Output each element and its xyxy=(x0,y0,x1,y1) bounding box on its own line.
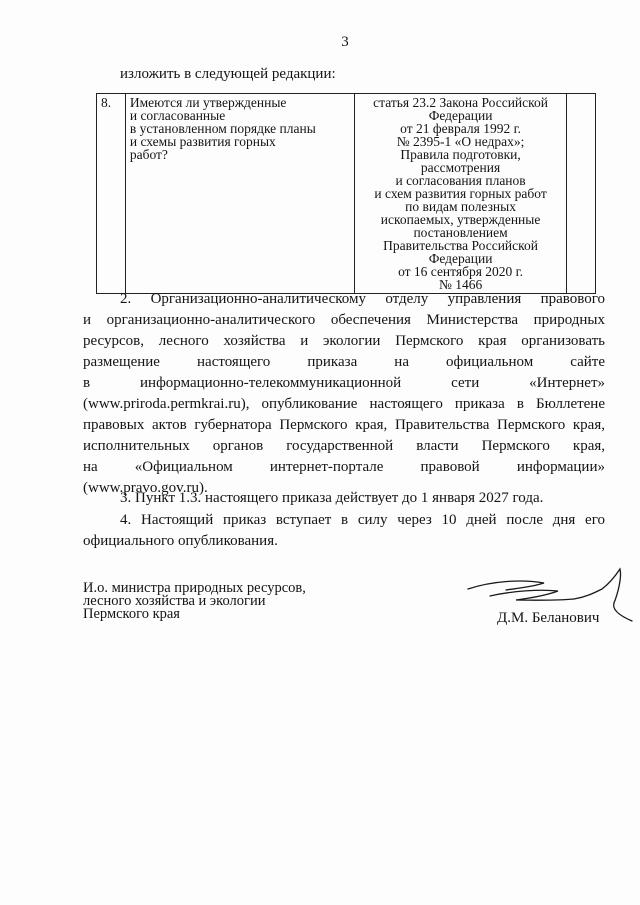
source-line: Правила подготовки, xyxy=(400,147,521,162)
source-line: Федерации xyxy=(428,251,493,266)
paragraph-2 xyxy=(83,289,605,499)
paragraph-line: исполнительных органов государственной власти Пермского края, xyxy=(83,438,605,454)
paragraph-line: 3. Пункт 1.3. настоящего приказа действует до 1 января 2027 года. xyxy=(120,490,544,506)
paragraph-3 xyxy=(83,488,605,509)
question-line: и согласованные xyxy=(129,108,226,123)
source-line: рассмотрения xyxy=(420,160,501,175)
paragraph-line: и организационно-аналитического обеспечения Министерства природных xyxy=(83,312,605,328)
signatory-title xyxy=(83,582,306,621)
paragraph-line: ресурсов, лесного хозяйства и экологии Пермского края организовать xyxy=(83,333,605,349)
signatory-title-line: лесного хозяйства и экологии xyxy=(83,593,266,609)
page-number: 3 xyxy=(341,34,349,50)
table-row xyxy=(97,94,596,294)
source-line: Правительства Российской xyxy=(383,238,538,253)
paragraph-line: в информационно-телекоммуникационной сети «Интернет» xyxy=(83,375,605,391)
legal-source-cell xyxy=(354,94,566,294)
paragraph-line: (www.pravo.gov.ru). xyxy=(83,480,208,496)
source-line: статья 23.2 Закона Российской xyxy=(373,95,548,110)
row-number-cell xyxy=(97,94,126,294)
source-line: от 16 сентября 2020 г. xyxy=(398,264,524,279)
source-line: постановлением xyxy=(413,225,508,240)
source-line: от 21 февраля 1992 г. xyxy=(400,121,521,136)
question-cell xyxy=(125,94,354,294)
question-line: в установленном порядке планы xyxy=(129,121,316,136)
question-line: Имеются ли утвержденные xyxy=(129,95,287,110)
question-line: и схемы развития горных xyxy=(129,134,276,149)
source-line: ископаемых, утвержденные xyxy=(380,212,541,227)
paragraph-4 xyxy=(83,510,605,552)
source-line: Федерации xyxy=(428,108,493,123)
amendment-table xyxy=(96,93,596,294)
paragraph-line: на «Официальном интернет-портале правовой информации» xyxy=(83,459,605,475)
paragraph-line: 2. Организационно-аналитическому отделу управления правового xyxy=(120,291,605,307)
paragraph-line: размещение настоящего приказа на официальном сайте xyxy=(83,354,605,370)
intro-text: изложить в следующей редакции: xyxy=(120,66,336,82)
source-line: и согласования планов xyxy=(395,173,526,188)
answer-cell xyxy=(567,94,596,294)
paragraph-line: правовых актов губернатора Пермского края, Правительства Пермского края, xyxy=(83,417,605,433)
signatory-title-line: Пермского края xyxy=(83,606,180,622)
row-number: 8. xyxy=(101,95,112,110)
paragraph-line: (www.priroda.permkrai.ru), опубликование настоящего приказа в Бюллетене xyxy=(83,396,605,412)
paragraph-line: 4. Настоящий приказ вступает в силу через 10 дней после дня его xyxy=(120,512,605,528)
source-line: № 1466 xyxy=(438,277,483,292)
source-line: по видам полезных xyxy=(405,199,516,214)
signatory-name: Д.М. Беланович xyxy=(497,610,600,626)
source-line: и схем развития горных работ xyxy=(374,186,547,201)
paragraph-line: официального опубликования. xyxy=(83,533,278,549)
source-line: № 2395-1 «О недрах»; xyxy=(396,134,525,149)
signatory-title-line: И.о. министра природных ресурсов, xyxy=(83,580,306,596)
question-line: работ? xyxy=(129,147,168,162)
